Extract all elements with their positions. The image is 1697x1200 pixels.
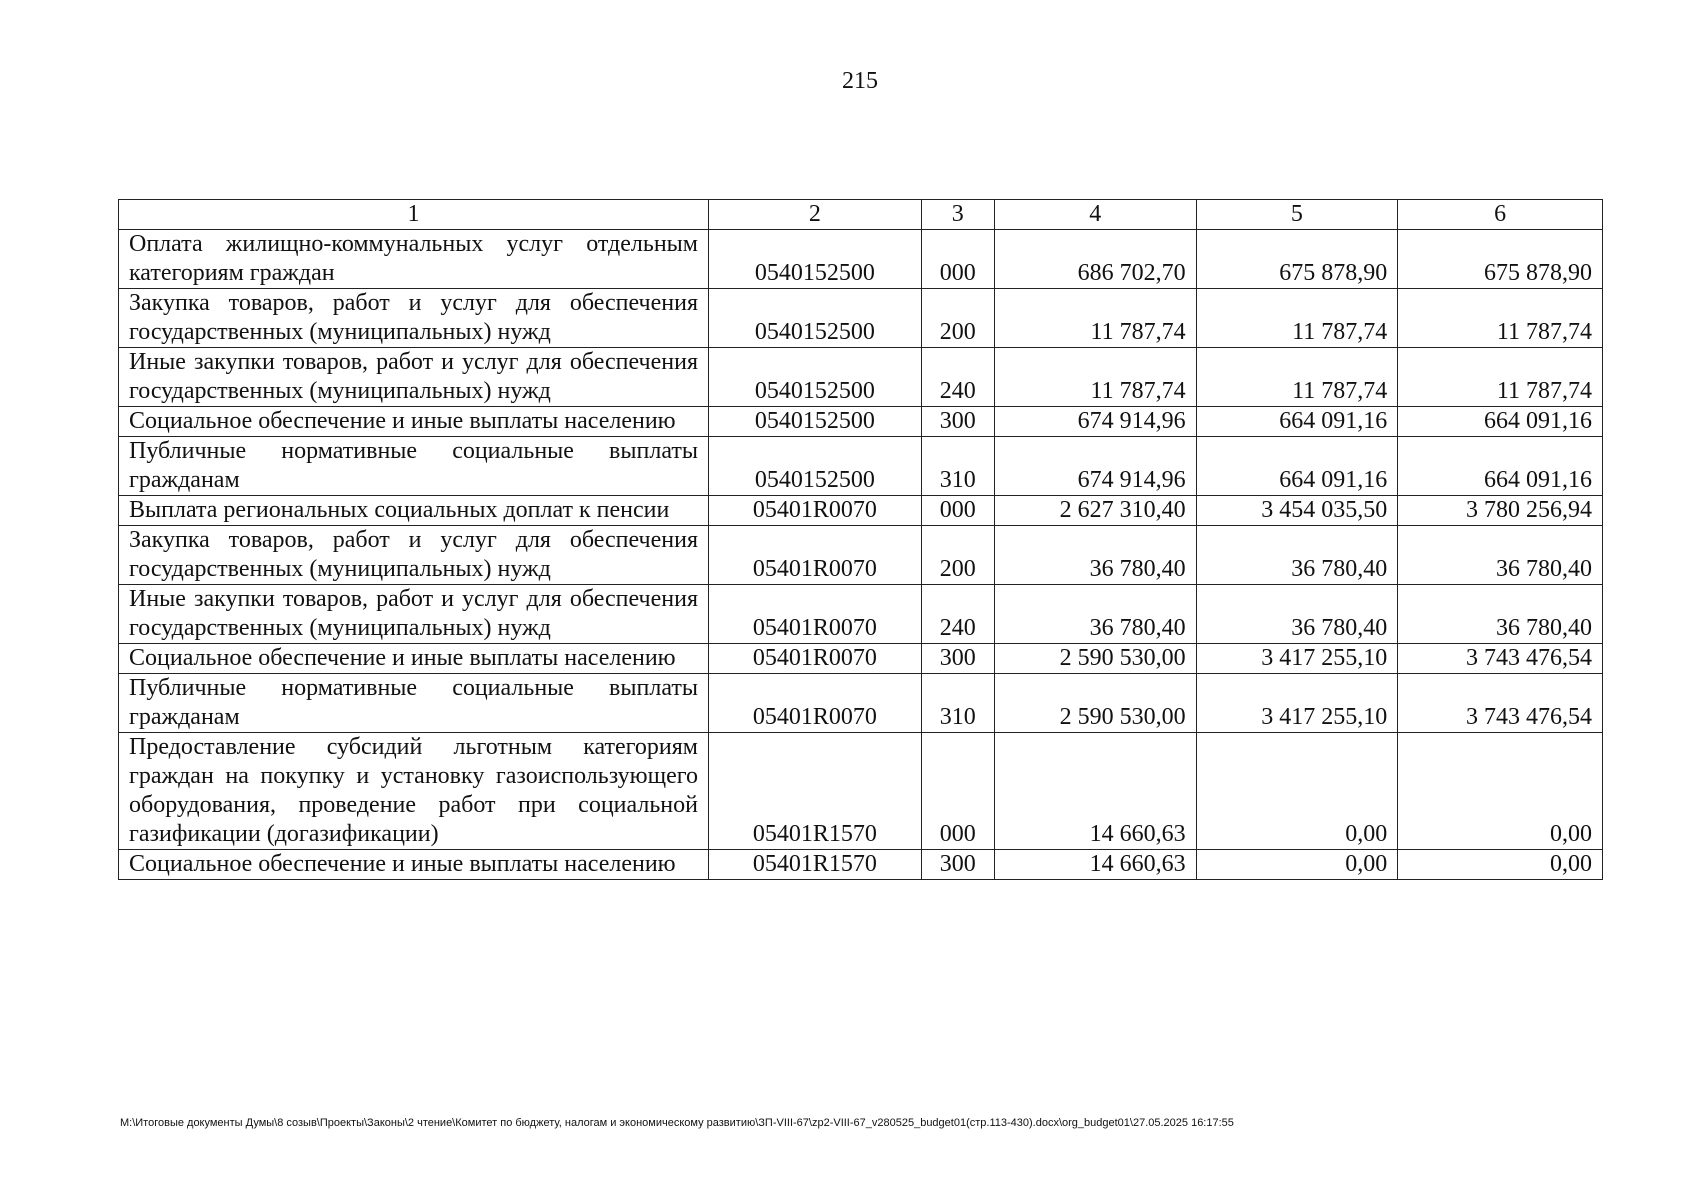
row-expense-type: 000	[921, 496, 994, 526]
row-amount-col6: 0,00	[1398, 733, 1603, 850]
table-row	[119, 348, 1603, 407]
row-name: Выплата региональных социальных доплат к пенсии	[119, 496, 709, 526]
row-expense-type: 200	[921, 289, 994, 348]
row-name: Социальное обеспечение и иные выплаты населению	[119, 644, 709, 674]
row-name: Закупка товаров, работ и услуг для обеспечения государственных (муниципальных) нужд	[119, 526, 709, 585]
column-header-5: 5	[1196, 200, 1398, 230]
row-amount-col4: 11 787,74	[994, 348, 1196, 407]
row-amount-col6: 3 743 476,54	[1398, 674, 1603, 733]
row-expense-type: 240	[921, 348, 994, 407]
row-amount-col5: 664 091,16	[1196, 437, 1398, 496]
row-target-code: 05401R0070	[708, 496, 921, 526]
row-amount-col5: 11 787,74	[1196, 289, 1398, 348]
row-expense-type: 310	[921, 674, 994, 733]
row-amount-col6: 36 780,40	[1398, 526, 1603, 585]
row-amount-col6: 664 091,16	[1398, 437, 1603, 496]
column-header-1: 1	[119, 200, 709, 230]
row-amount-col4: 2 627 310,40	[994, 496, 1196, 526]
budget-table	[118, 199, 1603, 880]
row-target-code: 05401R0070	[708, 585, 921, 644]
row-amount-col6: 3 780 256,94	[1398, 496, 1603, 526]
table-row	[119, 674, 1603, 733]
row-amount-col4: 674 914,96	[994, 437, 1196, 496]
row-target-code: 0540152500	[708, 230, 921, 289]
row-amount-col4: 11 787,74	[994, 289, 1196, 348]
row-amount-col6: 11 787,74	[1398, 348, 1603, 407]
row-amount-col6: 3 743 476,54	[1398, 644, 1603, 674]
table-row	[119, 230, 1603, 289]
column-header-3: 3	[921, 200, 994, 230]
table-header-row	[119, 200, 1603, 230]
row-expense-type: 000	[921, 230, 994, 289]
row-amount-col6: 675 878,90	[1398, 230, 1603, 289]
column-header-2: 2	[708, 200, 921, 230]
row-amount-col4: 686 702,70	[994, 230, 1196, 289]
row-amount-col4: 14 660,63	[994, 733, 1196, 850]
row-amount-col5: 3 454 035,50	[1196, 496, 1398, 526]
table-row	[119, 585, 1603, 644]
row-amount-col5: 36 780,40	[1196, 526, 1398, 585]
row-amount-col4: 674 914,96	[994, 407, 1196, 437]
row-target-code: 05401R1570	[708, 733, 921, 850]
row-name: Оплата жилищно-коммунальных услуг отдельным категориям граждан	[119, 230, 709, 289]
row-expense-type: 300	[921, 644, 994, 674]
row-amount-col5: 3 417 255,10	[1196, 674, 1398, 733]
row-expense-type: 300	[921, 850, 994, 880]
row-amount-col5: 675 878,90	[1196, 230, 1398, 289]
row-amount-col6: 11 787,74	[1398, 289, 1603, 348]
row-name: Социальное обеспечение и иные выплаты населению	[119, 850, 709, 880]
column-header-4: 4	[994, 200, 1196, 230]
column-header-6: 6	[1398, 200, 1603, 230]
row-amount-col5: 0,00	[1196, 850, 1398, 880]
row-expense-type: 240	[921, 585, 994, 644]
row-expense-type: 310	[921, 437, 994, 496]
row-target-code: 0540152500	[708, 437, 921, 496]
row-name: Иные закупки товаров, работ и услуг для обеспечения государственных (муниципальных) нужд	[119, 348, 709, 407]
row-amount-col6: 664 091,16	[1398, 407, 1603, 437]
row-name: Социальное обеспечение и иные выплаты населению	[119, 407, 709, 437]
row-amount-col4: 2 590 530,00	[994, 674, 1196, 733]
table-row	[119, 437, 1603, 496]
row-target-code: 05401R1570	[708, 850, 921, 880]
row-target-code: 0540152500	[708, 289, 921, 348]
row-amount-col4: 36 780,40	[994, 526, 1196, 585]
row-amount-col4: 2 590 530,00	[994, 644, 1196, 674]
row-amount-col5: 3 417 255,10	[1196, 644, 1398, 674]
row-amount-col4: 36 780,40	[994, 585, 1196, 644]
page-number: 215	[842, 68, 878, 94]
row-target-code: 05401R0070	[708, 526, 921, 585]
row-amount-col4: 14 660,63	[994, 850, 1196, 880]
row-name: Публичные нормативные социальные выплаты гражданам	[119, 674, 709, 733]
row-amount-col5: 664 091,16	[1196, 407, 1398, 437]
row-amount-col6: 0,00	[1398, 850, 1603, 880]
row-target-code: 05401R0070	[708, 644, 921, 674]
row-amount-col5: 0,00	[1196, 733, 1398, 850]
table-row	[119, 407, 1603, 437]
table-row	[119, 526, 1603, 585]
row-amount-col5: 11 787,74	[1196, 348, 1398, 407]
row-name: Иные закупки товаров, работ и услуг для обеспечения государственных (муниципальных) нужд	[119, 585, 709, 644]
document-file-path: M:\Итоговые документы Думы\8 созыв\Проекты\Законы\2 чтение\Комитет по бюджету, налогам и экономическому развитию\ЗП-VIII-67\zp2-VIII-67_v280525_budget01(стр.113-430).docx\org_budget01\27.05.2025 16:17:55	[120, 1117, 1234, 1129]
row-target-code: 0540152500	[708, 407, 921, 437]
table-row	[119, 850, 1603, 880]
row-amount-col6: 36 780,40	[1398, 585, 1603, 644]
row-name: Закупка товаров, работ и услуг для обеспечения государственных (муниципальных) нужд	[119, 289, 709, 348]
table-row	[119, 289, 1603, 348]
row-expense-type: 000	[921, 733, 994, 850]
table-row	[119, 496, 1603, 526]
row-expense-type: 200	[921, 526, 994, 585]
row-amount-col5: 36 780,40	[1196, 585, 1398, 644]
row-name: Предоставление субсидий льготным категориям граждан на покупку и установку газоиспользующего оборудования, проведение работ при социальной газификации (догазификации)	[119, 733, 709, 850]
table-row	[119, 644, 1603, 674]
row-target-code: 05401R0070	[708, 674, 921, 733]
table-row	[119, 733, 1603, 850]
row-expense-type: 300	[921, 407, 994, 437]
row-name: Публичные нормативные социальные выплаты гражданам	[119, 437, 709, 496]
row-target-code: 0540152500	[708, 348, 921, 407]
